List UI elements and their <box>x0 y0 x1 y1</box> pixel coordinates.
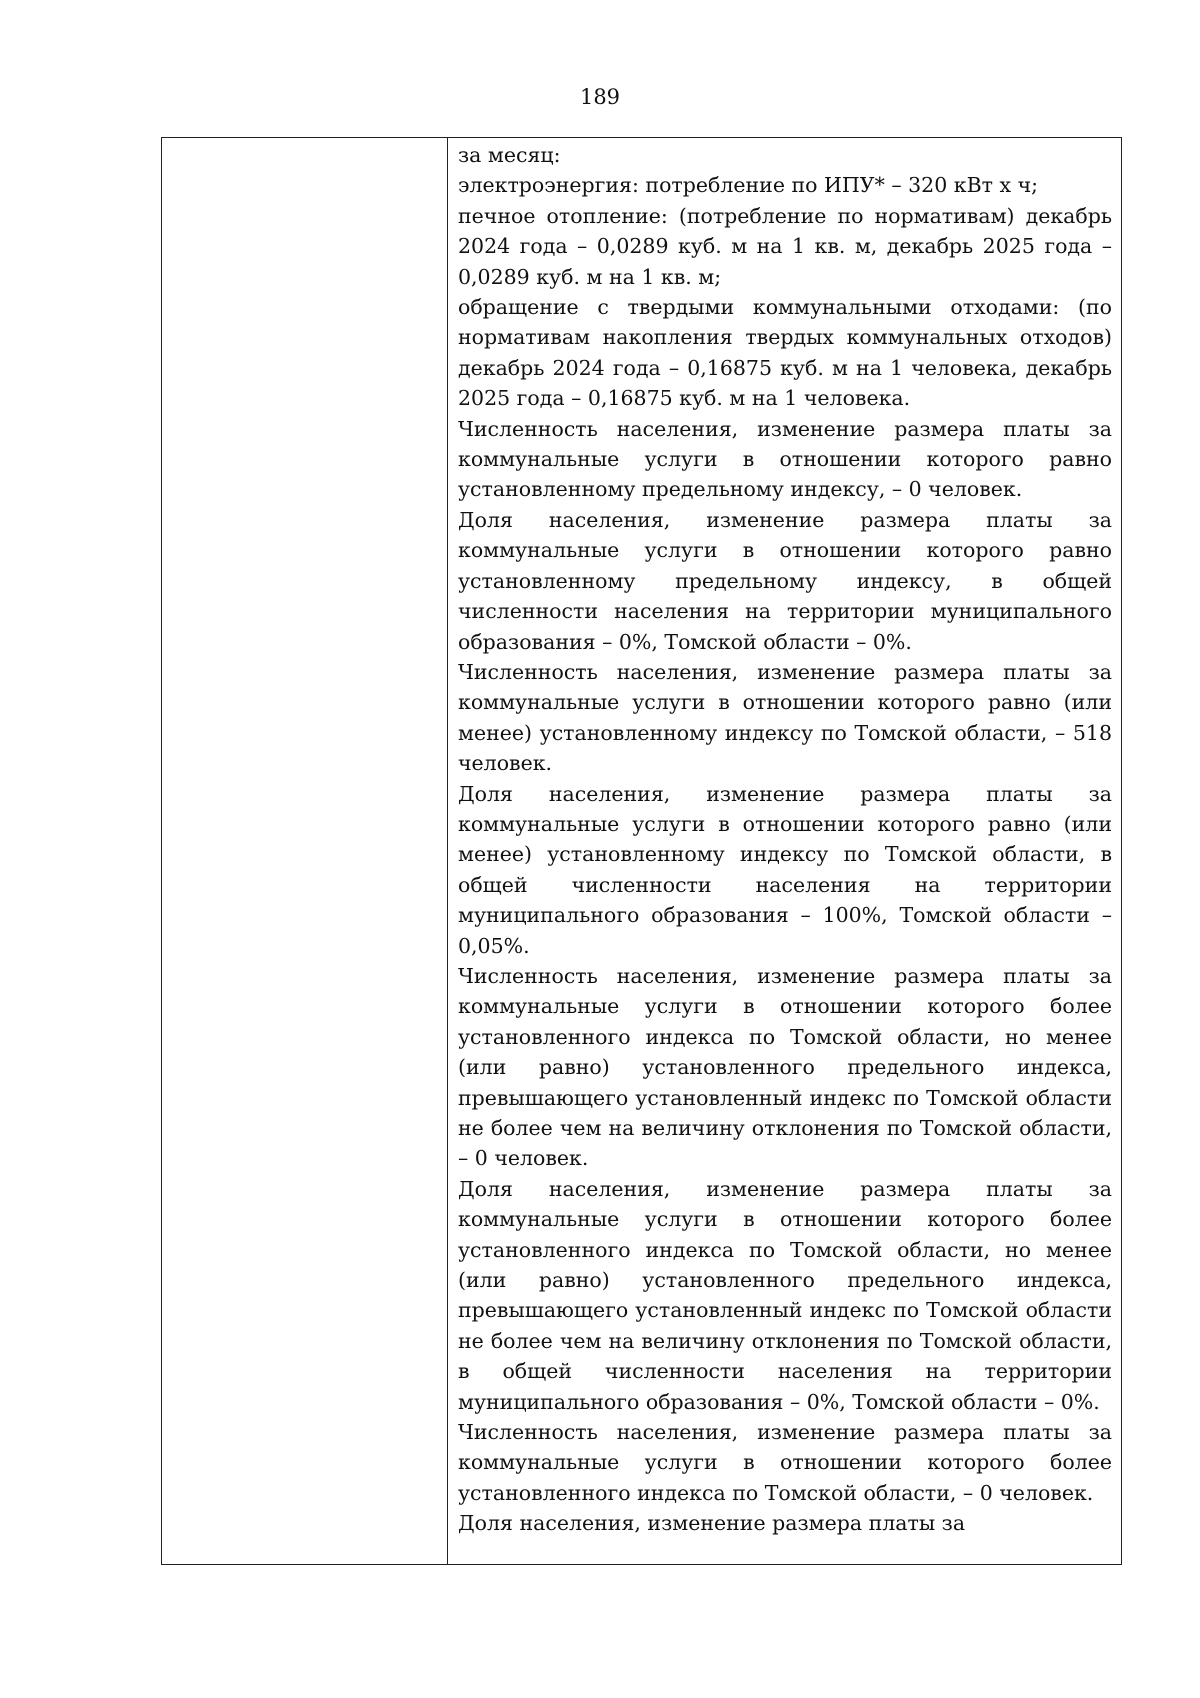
table-right-cell <box>448 138 1121 1564</box>
paragraph-population-equal-limit: Численность населения, изменение размера платы за коммунальные услуги в отношении которого равно установленному предельному индексу, – 0 человек. <box>458 416 1112 502</box>
paragraph-population-below-index: Численность населения, изменение размера платы за коммунальные услуги в отношении которого равно (или менее) установленному индексу по Томской области, – 518 человек. <box>458 659 1112 776</box>
paragraph-stove-heating: печное отопление: (потребление по нормативам) декабрь 2024 года – 0,0289 куб. м на 1 кв. м, декабрь 2025 года – 0,0289 куб. м на 1 кв. м; <box>458 203 1112 289</box>
table-left-cell <box>162 138 448 1564</box>
document-table <box>161 137 1122 1565</box>
paragraph-solid-waste: обращение с твердыми коммунальными отходами: (по нормативам накопления твердых коммунальных отходов) декабрь 2024 года – 0,16875 куб. м на 1 человека, декабрь 2025 года – 0,16875 куб. м на 1 человека. <box>458 295 1112 411</box>
paragraph-population-within-deviation: Численность населения, изменение размера платы за коммунальные услуги в отношении которого более установленного индекса по Томской области, но менее (или равно) установленного предельного индекса, превышающего установленный индекс по Томской области не более чем на величину отклонения по Томской области, – 0 человек. <box>458 963 1112 1171</box>
paragraph-period: за месяц: <box>458 143 561 167</box>
paragraph-electricity: электроэнергия: потребление по ИПУ* – 320 кВт х ч; <box>458 173 1039 198</box>
paragraph-population-above-index: Численность населения, изменение размера платы за коммунальные услуги в отношении которого более установленного индекса по Томской области, – 0 человек. <box>458 1420 1112 1505</box>
paragraph-share-equal-limit: Доля населения, изменение размера платы за коммунальные услуги в отношении которого равно установленному предельному индексу, в общей численности населения на территории муниципального образования – 0%, Томской области – 0%. <box>458 507 1112 654</box>
paragraph-share-above-index: Доля населения, изменение размера платы за <box>458 1511 966 1536</box>
paragraph-share-below-index: Доля населения, изменение размера платы за коммунальные услуги в отношении которого равно (или менее) установленному индексу по Томской области, в общей численности населения на территории муниципального образования – 100%, Томской области – 0,05%. <box>458 781 1112 958</box>
paragraph-share-within-deviation: Доля населения, изменение размера платы за коммунальные услуги в отношении которого более установленного индекса по Томской области, но менее (или равно) установленного предельного индекса, превышающего установленный индекс по Томской области не более чем на величину отклонения по Томской области, в общей численности населения на территории муниципального образования – 0%, Томской области – 0%. <box>458 1176 1112 1414</box>
page-number: 189 <box>579 85 621 109</box>
